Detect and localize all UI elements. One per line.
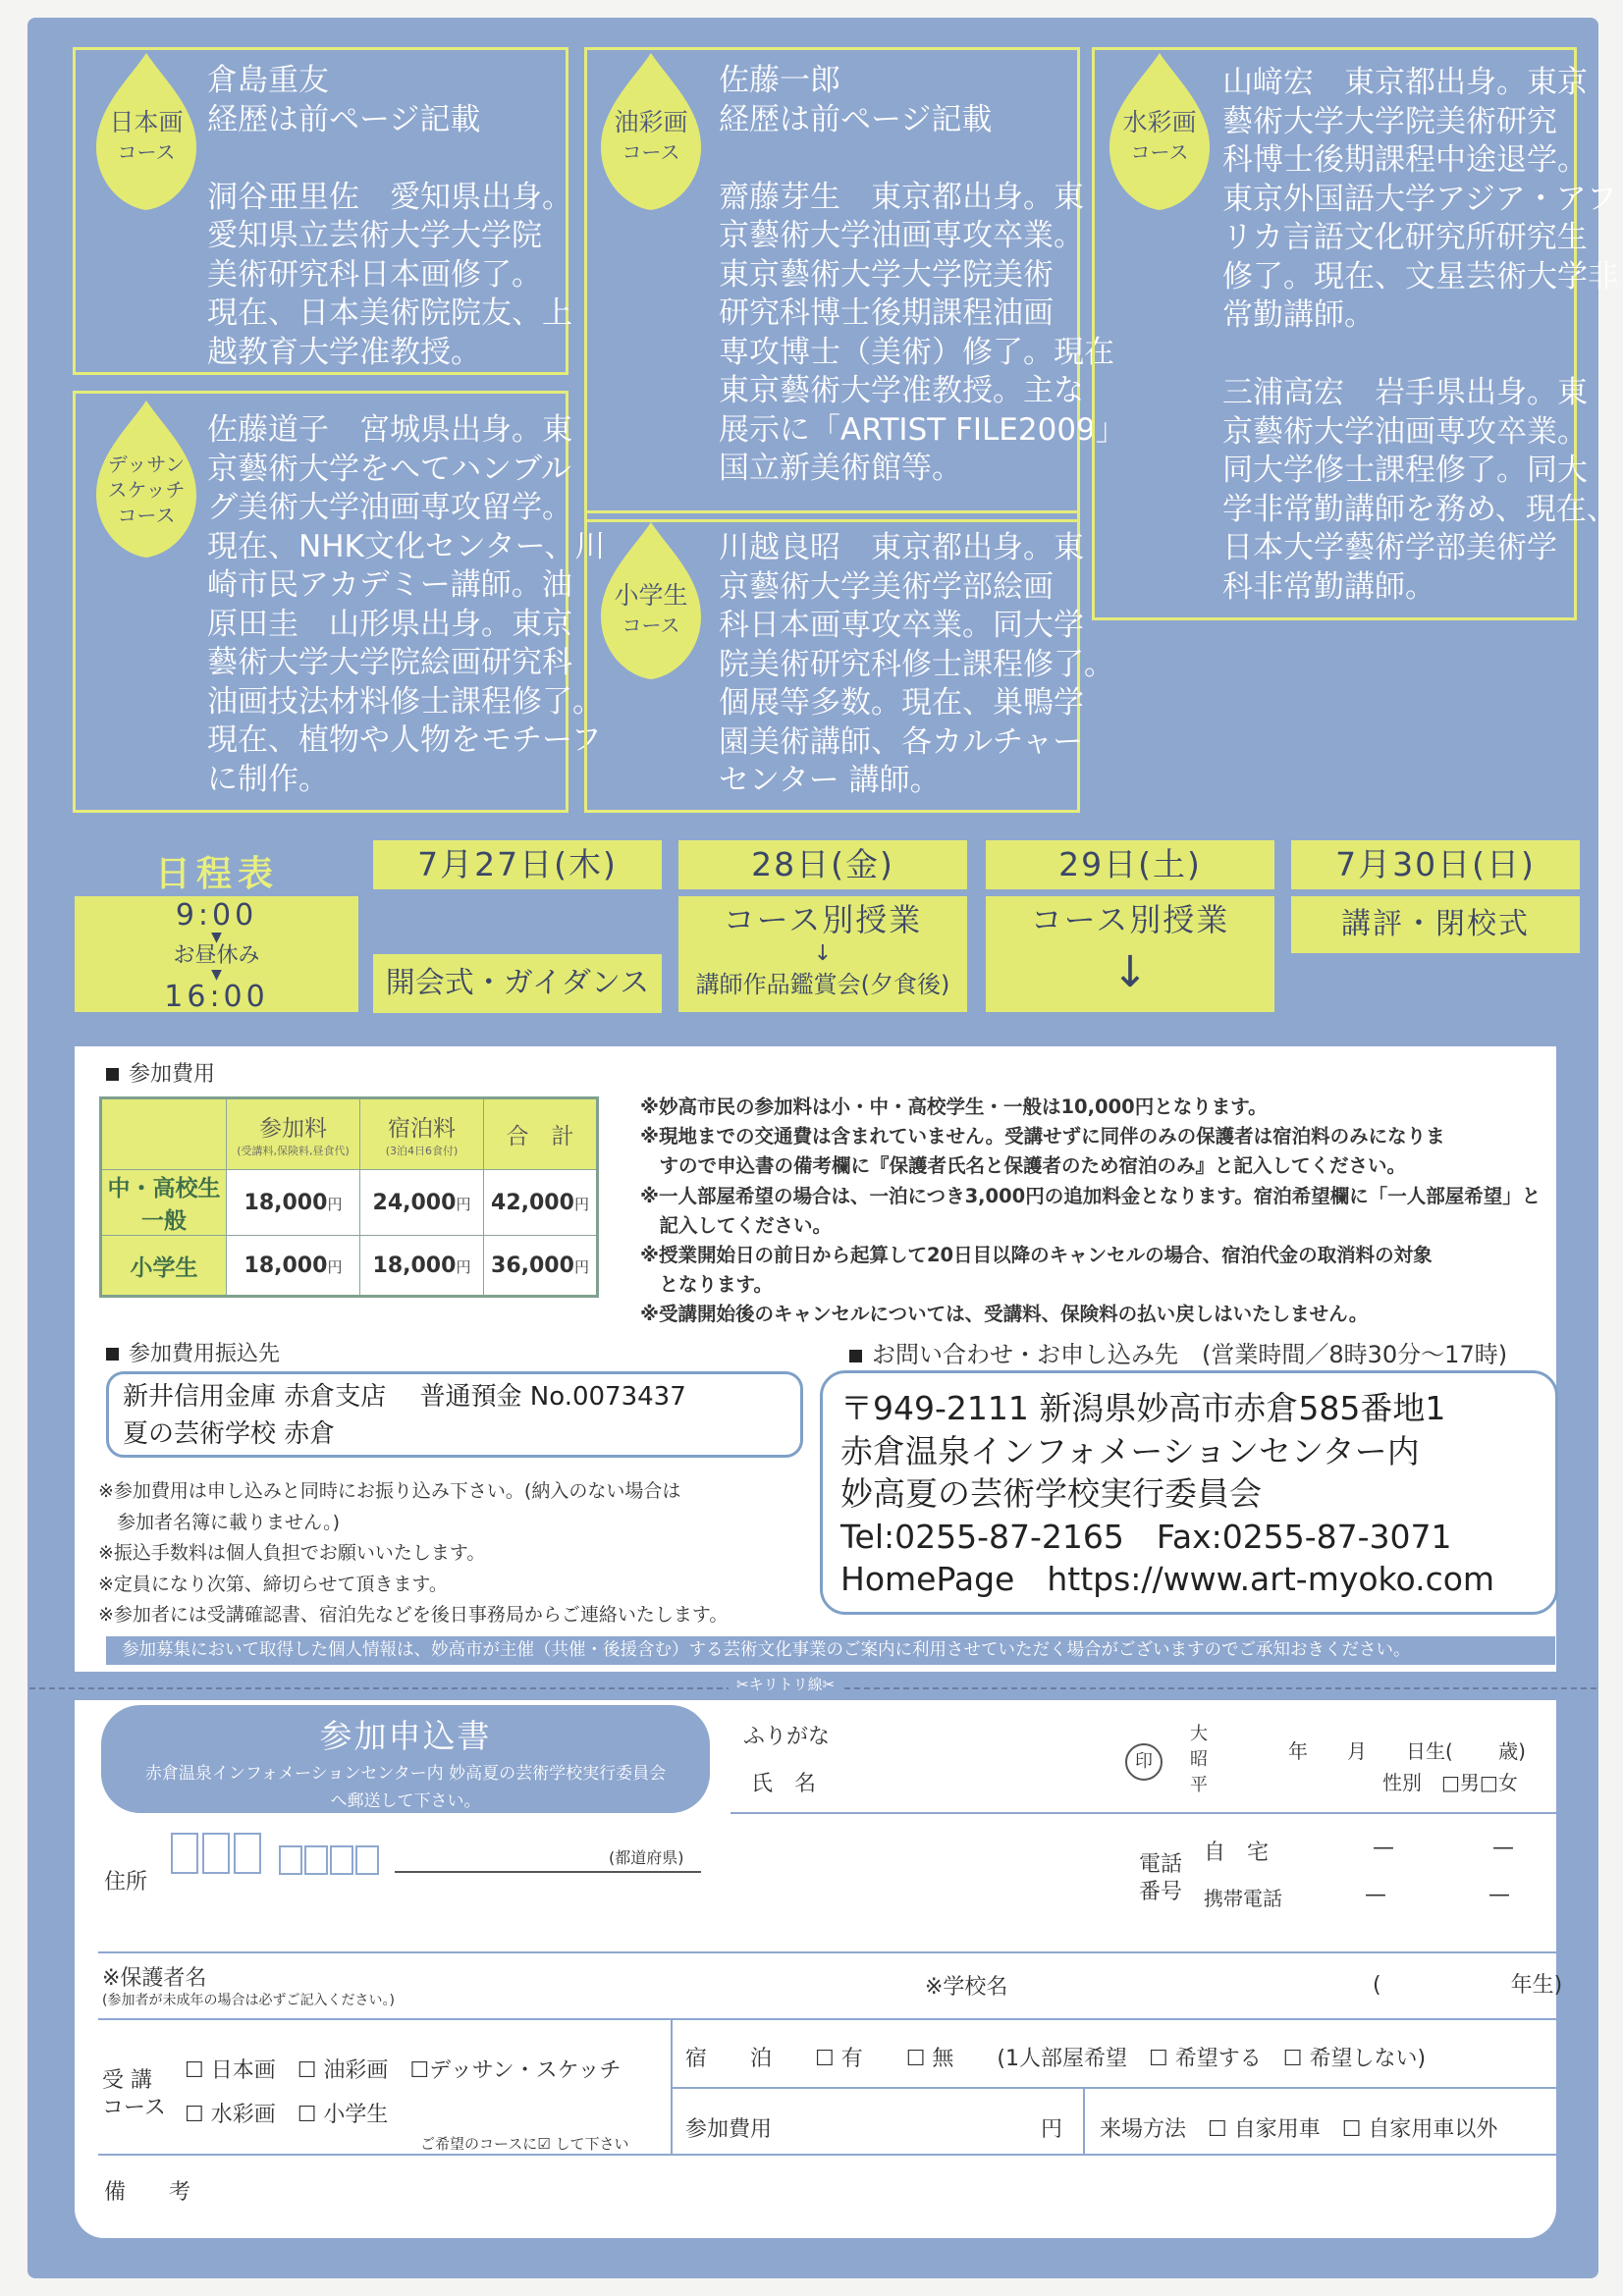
payment-section-title: 参加費用振込先: [106, 1337, 280, 1367]
text-line: 〒949-2111 新潟県妙高市赤倉585番地1: [840, 1389, 1446, 1427]
text-line: ※参加者には受講確認書、宿泊先などを後日事務局からご連絡いたします。: [98, 1604, 729, 1626]
furigana-label: ふりがな: [743, 1725, 831, 1749]
divider: [730, 1812, 1587, 1814]
privacy-notice: 参加募集において取得した個人情報は、妙高市が主催（共催・後援含む）する芸術文化事業のご案内に利用させていただく場合がございますのでご承知おきください。: [106, 1636, 1555, 1665]
text-line: 同大学修士課程修了。同大: [1222, 453, 1588, 488]
leaf-icon-dessin: [90, 397, 202, 561]
text-line: 東京藝術大学大学院美術: [719, 256, 1054, 293]
text-line: 現在、NHK文化センター、川: [207, 528, 606, 564]
contact-box: [820, 1370, 1558, 1615]
fees-notes: [640, 1093, 1541, 1330]
text-line: すので申込書の備考欄に『保護者氏名と保護者のため宿泊のみ』と記入してください。: [640, 1154, 1407, 1178]
text-line: 藝術大学大学院美術研究: [1222, 103, 1557, 139]
text-line: 佐藤一郎: [719, 63, 840, 98]
arrow-down-icon: ↓: [1111, 947, 1149, 997]
fee-value: 24,000円: [360, 1170, 484, 1236]
text-line: 赤倉温泉インフォメーションセンター内: [840, 1431, 1420, 1470]
phone-label-1: 電話: [1139, 1852, 1183, 1877]
text-line: 経歴は前ページ記載: [719, 101, 993, 137]
phone-dash: —: [1373, 1836, 1394, 1860]
course-label-1: 受 講: [102, 2068, 152, 2093]
schedule-content-day2: [678, 896, 967, 1012]
text-line: [1222, 336, 1618, 375]
text-line: グ美術大学油画専攻留学。: [207, 490, 572, 525]
course-label-2: コース: [102, 2096, 166, 2120]
time-lunch: お昼休み: [173, 943, 260, 968]
schedule-title: 日程表: [155, 854, 280, 894]
course-sublabel-dessin-1: スケッチ: [107, 478, 186, 502]
text-line: 京藝術大学油画専攻卒業。: [719, 218, 1084, 253]
schedule-content-day2-main: コース別授業: [723, 901, 923, 938]
zip-box-large[interactable]: [202, 1833, 230, 1874]
schedule-content-day2-sub: 講師作品鑑賞会(夕食後): [695, 971, 950, 998]
school-label: ※学校名: [925, 1975, 1008, 2000]
divider: [98, 2154, 1587, 2156]
text-line: 専攻博士（美術）修了。現在: [719, 334, 1114, 370]
guardian-note: (参加者が未成年の場合は必ずご記入ください。): [102, 1993, 395, 2008]
text-line: 東京藝術大学准教授。主な: [719, 373, 1084, 408]
divider: [671, 2087, 1587, 2089]
remarks-label: 備 考: [104, 2180, 191, 2205]
text-line: 経歴は前ページ記載: [207, 101, 481, 137]
text-line: 科非常勤講師。: [1222, 568, 1435, 605]
fees-header-participation: 参加料 (受講料,保険料,昼食代): [227, 1098, 360, 1170]
text-line: Tel:0255-87-2165 Fax:0255-87-3071: [840, 1517, 1452, 1556]
guardian-label: ※保護者名: [102, 1966, 207, 1991]
name-label: 氏 名: [751, 1772, 817, 1796]
text-line: 三浦高宏 岩手県出身。東: [1222, 375, 1588, 410]
text-line: 愛知県立芸術大学大学院: [207, 218, 542, 253]
teacher-text-yusai: [719, 62, 1126, 489]
fee-value: 36,000円: [484, 1236, 598, 1297]
course-label-shogakusei: 小学生: [614, 581, 688, 610]
fees-header-lodging: 宿泊料 (3泊4日6食付): [360, 1098, 484, 1170]
text-line: ※妙高市民の参加料は小・中・高校学生・一般は10,000円となります。: [640, 1095, 1268, 1118]
schedule-date-day4: 7月30日(日): [1291, 840, 1580, 889]
leaf-icon-yusai: [595, 49, 707, 214]
gender-field[interactable]: 性別 □男□女: [1382, 1771, 1518, 1794]
text-line: 美術研究科日本画修了。: [207, 256, 542, 293]
time-start: 9:00: [175, 898, 258, 933]
contact-section-title: お問い合わせ・お申し込み先 (営業時間／8時30分～17時): [849, 1335, 1507, 1369]
text-line: 洞谷亜里佐 愛知県出身。: [207, 179, 572, 215]
leaf-icon-suisai: [1104, 49, 1216, 214]
era-showa: 昭: [1190, 1749, 1208, 1770]
text-line: 齋藤芽生 東京都出身。東: [719, 179, 1084, 215]
course-sublabel-shogakusei: コース: [622, 614, 680, 637]
arrow-down-icon: ↓: [813, 941, 833, 966]
text-line: 常勤講師。: [1222, 297, 1375, 333]
text-line: 東京外国語大学アジア・アフ: [1222, 181, 1617, 217]
form-title: 参加申込書: [319, 1717, 492, 1755]
text-line: 学非常勤講師を務め、現在、: [1222, 491, 1617, 527]
zip-box[interactable]: [304, 1845, 328, 1875]
era-heisei: 平: [1190, 1775, 1208, 1795]
text-line: ※振込手数料は個人負担でお願いいたします。: [98, 1542, 486, 1564]
prefecture-underline: [395, 1871, 701, 1873]
phone-dash: —: [1365, 1883, 1386, 1907]
text-line: 京藝術大学をへてハンブル: [207, 451, 571, 487]
fee-field-yen: 円: [1041, 2117, 1063, 2142]
text-line: ※定員になり次第、締切らせて頂きます。: [98, 1573, 448, 1595]
fee-value: 42,000円: [484, 1170, 598, 1236]
divider: [98, 1951, 1587, 1953]
text-line: 現在、植物や人物をモチーフ: [207, 722, 602, 758]
phone-label-2: 番号: [1139, 1880, 1183, 1904]
address-label: 住所: [104, 1870, 148, 1895]
text-line: 佐藤道子 宮城県出身。東: [207, 412, 572, 448]
fees-table-corner: [101, 1098, 227, 1170]
schedule-content-day4: 講評・閉校式: [1291, 896, 1580, 953]
zip-box[interactable]: [355, 1845, 379, 1875]
course-label-yusai: 油彩画: [614, 108, 688, 136]
teacher-text-suisai: [1222, 64, 1618, 607]
text-line: 現在、日本美術院院友、上: [207, 295, 572, 331]
schedule-content-day3-main: コース別授業: [1030, 901, 1230, 938]
text-line: 園美術講師、各カルチャー: [719, 723, 1084, 760]
text-line: [719, 139, 1126, 179]
form-subtitle-2: へ郵送して下さい。: [330, 1791, 481, 1811]
schedule-date-day1: 7月27日(木): [373, 840, 662, 889]
text-line: 科日本画専攻卒業。同大学: [719, 608, 1084, 643]
text-line: 日本大学藝術学部美術学: [1222, 530, 1557, 565]
text-line: 崎市民アカデミー講師。油: [207, 567, 572, 603]
text-line: 展示に「ARTIST FILE2009」: [719, 411, 1126, 448]
course-label-dessin: デッサン: [107, 453, 186, 476]
arrow-down-icon: ▼: [211, 930, 222, 945]
text-line: HomePage https://www.art-myoko.com: [840, 1560, 1495, 1599]
course-options-row1[interactable]: ☐ 日本画 ☐ 油彩画 ☐デッサン・スケッチ: [185, 2058, 622, 2083]
form-subtitle-1: 赤倉温泉インフォメーションセンター内 妙高夏の芸術学校実行委員会: [144, 1764, 667, 1784]
grade-field[interactable]: ( 年生): [1373, 1973, 1563, 1998]
schedule-date-day3: 29日(土): [986, 840, 1274, 889]
seal-mark: 印: [1125, 1743, 1163, 1781]
text-line: 参加者名簿に載りません。): [98, 1511, 341, 1533]
text-line: センター 講師。: [719, 763, 941, 798]
divider: [1083, 2087, 1085, 2154]
text-line: 新井信用金庫 赤倉支店 普通預金 No.0073437: [123, 1382, 686, 1412]
access-options[interactable]: 来場方法 ☐ 自家用車 ☐ 自家用車以外: [1100, 2117, 1498, 2142]
course-label-nihonga: 日本画: [109, 108, 184, 136]
fee-value: 18,000円: [227, 1236, 360, 1297]
zip-box[interactable]: [279, 1845, 302, 1875]
payment-notes: [98, 1476, 728, 1631]
text-line: 院美術研究科修士課程修了。: [719, 646, 1114, 682]
text-line: となります。: [640, 1273, 773, 1297]
fee-field-label: 参加費用: [685, 2117, 773, 2142]
text-line: 越教育大学准教授。: [207, 334, 481, 370]
text-line: ※現地までの交通費は含まれていません。受講せずに同伴のみの保護者は宿泊料のみになりま: [640, 1125, 1445, 1148]
text-line: 藝術大学大学院絵画研究科: [207, 645, 572, 680]
birth-date-field[interactable]: 年 月 日生( 歳): [1288, 1739, 1526, 1763]
text-line: 原田圭 山形県出身。東京: [207, 606, 572, 642]
text-line: リカ言語文化研究所研究生: [1222, 220, 1588, 255]
text-line: ※一人部屋希望の場合は、一泊につき3,000円の追加料金となります。宿泊希望欄に「一人部屋希望」と: [640, 1184, 1542, 1207]
bank-account-box: [106, 1371, 803, 1458]
time-end: 16:00: [164, 980, 269, 1014]
text-line: 油画技法材料修士課程修了。: [207, 683, 603, 720]
stay-options[interactable]: 宿 泊 ☐ 有 ☐ 無 (1人部屋希望 ☐ 希望する ☐ 希望しない): [685, 2047, 1427, 2071]
fees-section-title: 参加費用: [106, 1057, 215, 1088]
text-line: 国立新美術館等。: [719, 451, 962, 486]
zip-box-large[interactable]: [171, 1833, 198, 1874]
era-taisho: 大: [1190, 1724, 1208, 1744]
text-line: 倉島重友: [207, 63, 329, 98]
text-line: 記入してください。: [640, 1213, 833, 1237]
teacher-text-dessin: [207, 411, 605, 799]
fees-table: [99, 1096, 599, 1298]
text-line: 研究科博士後期課程油画: [719, 295, 1054, 331]
text-line: 山﨑宏 東京都出身。東京: [1222, 65, 1588, 100]
cut-line-label: ✂キリトリ線✂: [729, 1674, 842, 1694]
fees-group-general: 中・高校生 一般: [101, 1170, 227, 1236]
text-line: 京藝術大学美術学部絵画: [719, 568, 1054, 605]
course-sublabel-dessin-2: コース: [117, 504, 176, 527]
schedule-date-day2: 28日(金): [678, 840, 967, 889]
text-line: ※授業開始日の前日から起算して20日目以降のキャンセルの場合、宿泊代金の取消料の対象: [640, 1244, 1433, 1267]
text-line: に制作。: [207, 761, 329, 797]
fees-group-elementary: 小学生: [101, 1236, 227, 1297]
teacher-text-shogakusei: [719, 529, 1114, 801]
schedule-content-day1: 開会式・ガイダンス: [373, 954, 662, 1013]
zip-box[interactable]: [330, 1845, 353, 1875]
text-line: ※参加費用は申し込みと同時にお振り込み下さい。(納入のない場合は: [98, 1480, 681, 1502]
home-phone-label: 自 宅: [1204, 1841, 1270, 1865]
fee-value: 18,000円: [227, 1170, 360, 1236]
text-line: ※受講開始後のキャンセルについては、受講料、保険料の払い戻しはいたしません。: [640, 1303, 1369, 1326]
course-sublabel-suisai: コース: [1130, 140, 1189, 164]
text-line: 修了。現在、文星芸術大学非: [1222, 258, 1618, 294]
prefecture-label: (都道府県): [609, 1848, 684, 1867]
text-line: 科博士後期課程中途退学。: [1222, 142, 1588, 178]
schedule-time-column: [75, 896, 358, 1012]
mobile-phone-label: 携帯電話: [1204, 1887, 1282, 1910]
text-line: [207, 139, 572, 179]
fee-value: 18,000円: [360, 1236, 484, 1297]
phone-dash: —: [1492, 1836, 1514, 1860]
teacher-text-nihonga: [207, 62, 572, 372]
text-line: 妙高夏の芸術学校実行委員会: [840, 1474, 1262, 1514]
text-line: 夏の芸術学校 赤倉: [123, 1419, 336, 1449]
phone-dash: —: [1488, 1883, 1510, 1907]
text-line: 京藝術大学油画専攻卒業。: [1222, 413, 1588, 450]
course-sublabel-yusai: コース: [622, 140, 680, 164]
form-title-badge: [101, 1705, 710, 1813]
course-options-row2[interactable]: ☐ 水彩画 ☐ 小学生: [185, 2103, 389, 2127]
course-hint: ご希望のコースに☑ して下さい: [420, 2135, 629, 2153]
divider: [98, 2018, 1587, 2020]
course-sublabel-nihonga: コース: [117, 140, 176, 164]
text-line: 川越良昭 東京都出身。東: [719, 530, 1084, 565]
schedule-content-day3: [986, 896, 1274, 1012]
arrow-down-icon: ▼: [211, 967, 222, 983]
course-label-suisai: 水彩画: [1122, 108, 1197, 136]
text-line: 個展等多数。現在、巣鴨学: [719, 685, 1084, 721]
leaf-icon-shogakusei: [595, 518, 707, 683]
leaf-icon-nihonga: [90, 49, 202, 214]
fees-header-total: 合 計: [484, 1098, 598, 1170]
zip-box-large[interactable]: [234, 1833, 261, 1874]
